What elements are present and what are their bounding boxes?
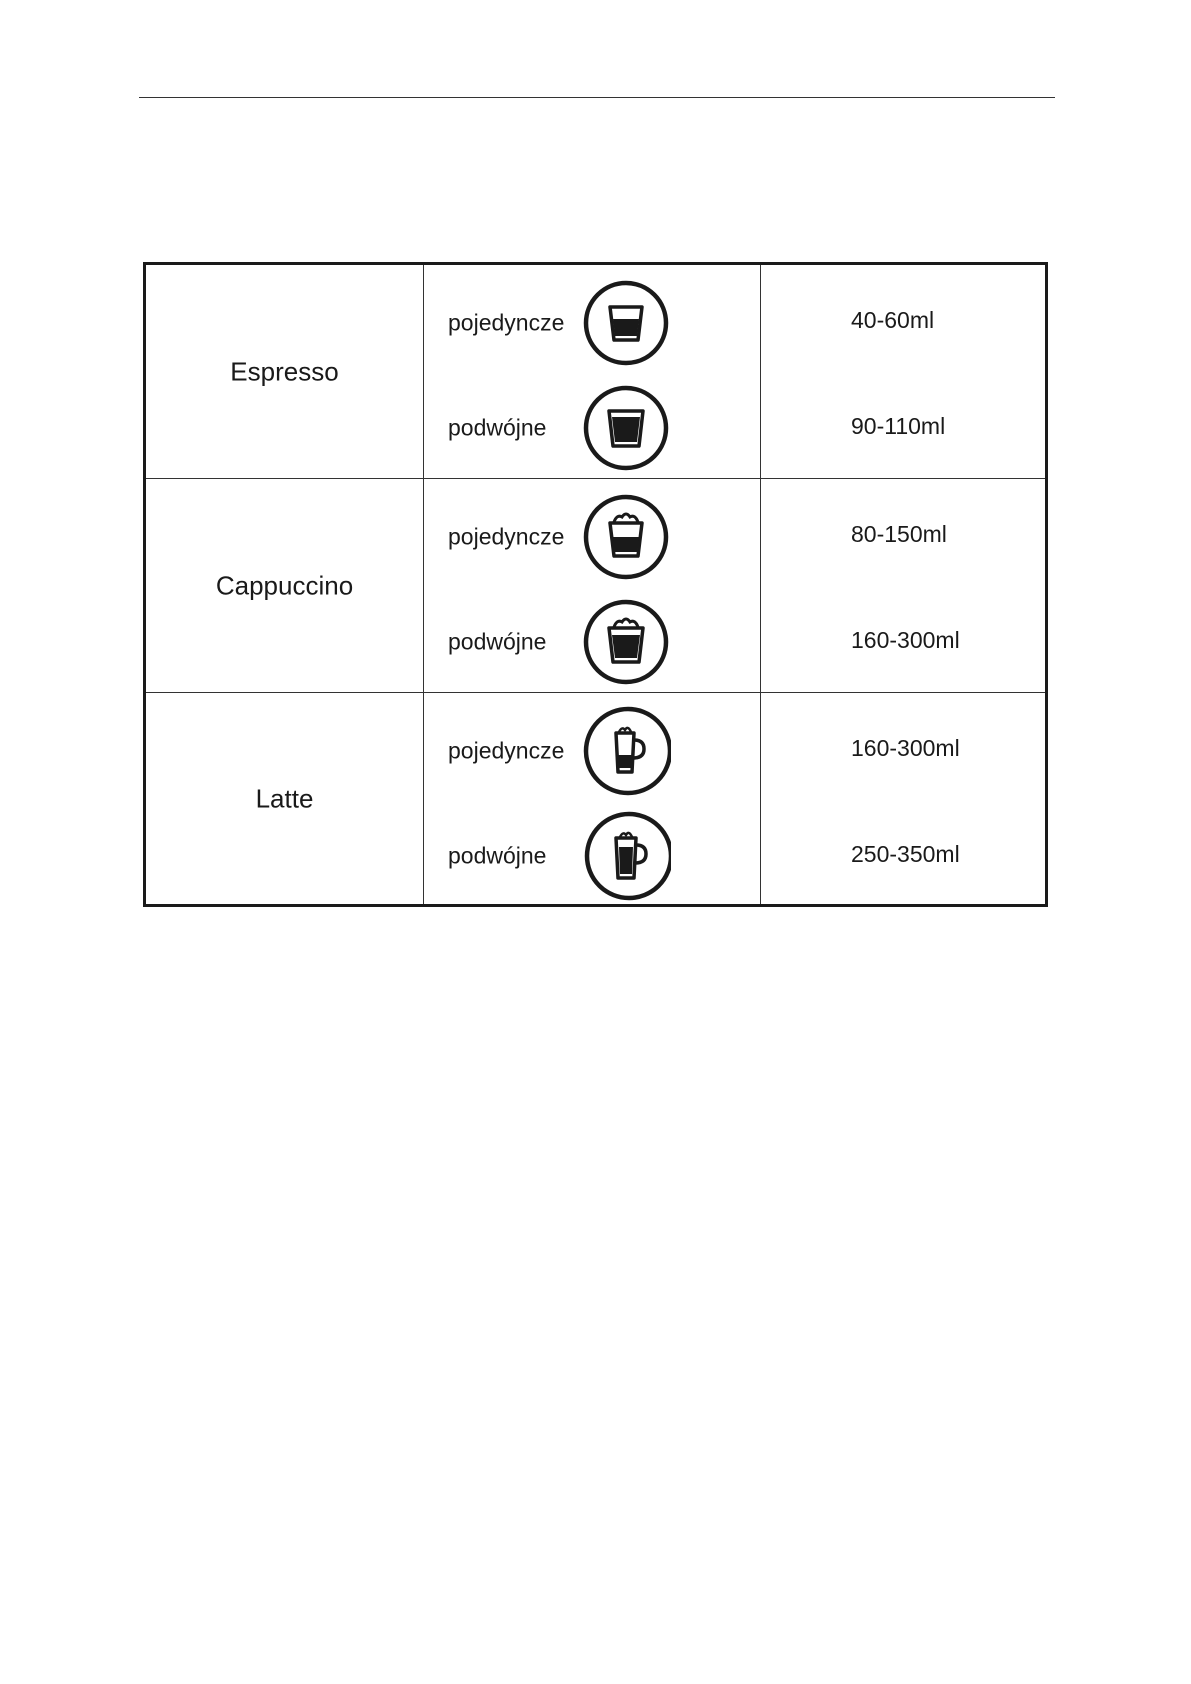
option-label: podwójne: [448, 842, 547, 869]
option-single: [424, 491, 760, 583]
option-double: [424, 596, 760, 688]
options-cell-cappuccino: [424, 479, 761, 693]
option-single: [424, 277, 760, 369]
cappuccino-double-cup-icon: [581, 597, 671, 687]
volume-cell-espresso: [761, 265, 1045, 479]
option-label: pojedyncze: [448, 737, 565, 764]
option-double: [424, 382, 760, 474]
volume-double: 160-300ml: [851, 627, 960, 653]
drink-name: Espresso: [230, 356, 339, 386]
option-double: [424, 810, 760, 902]
drink-name: Latte: [255, 783, 314, 813]
option-label: pojedyncze: [448, 523, 565, 550]
option-label: pojedyncze: [448, 309, 565, 336]
latte-single-mug-icon: [581, 706, 671, 796]
volume-single: 160-300ml: [851, 735, 960, 761]
volume-single: 80-150ml: [851, 521, 947, 547]
option-single: [424, 705, 760, 797]
option-label: podwójne: [448, 414, 547, 441]
drink-cell-latte: [146, 693, 424, 904]
option-label: podwójne: [448, 628, 547, 655]
volume-single: 40-60ml: [851, 307, 935, 333]
volume-double: 90-110ml: [851, 413, 946, 439]
options-cell-latte: [424, 693, 761, 904]
espresso-single-cup-icon: [581, 278, 671, 368]
drink-name: Cappuccino: [215, 570, 354, 600]
drink-cell-espresso: [146, 265, 424, 479]
volume-double: 250-350ml: [851, 841, 960, 867]
latte-double-mug-icon: [581, 811, 671, 901]
drink-volume-table: [143, 262, 1048, 907]
drink-cell-cappuccino: [146, 479, 424, 693]
espresso-double-cup-icon: [581, 383, 671, 473]
volume-cell-cappuccino: [761, 479, 1045, 693]
header-rule: [139, 97, 1055, 98]
options-cell-espresso: [424, 265, 761, 479]
cappuccino-single-cup-icon: [581, 492, 671, 582]
volume-cell-latte: [761, 693, 1045, 904]
